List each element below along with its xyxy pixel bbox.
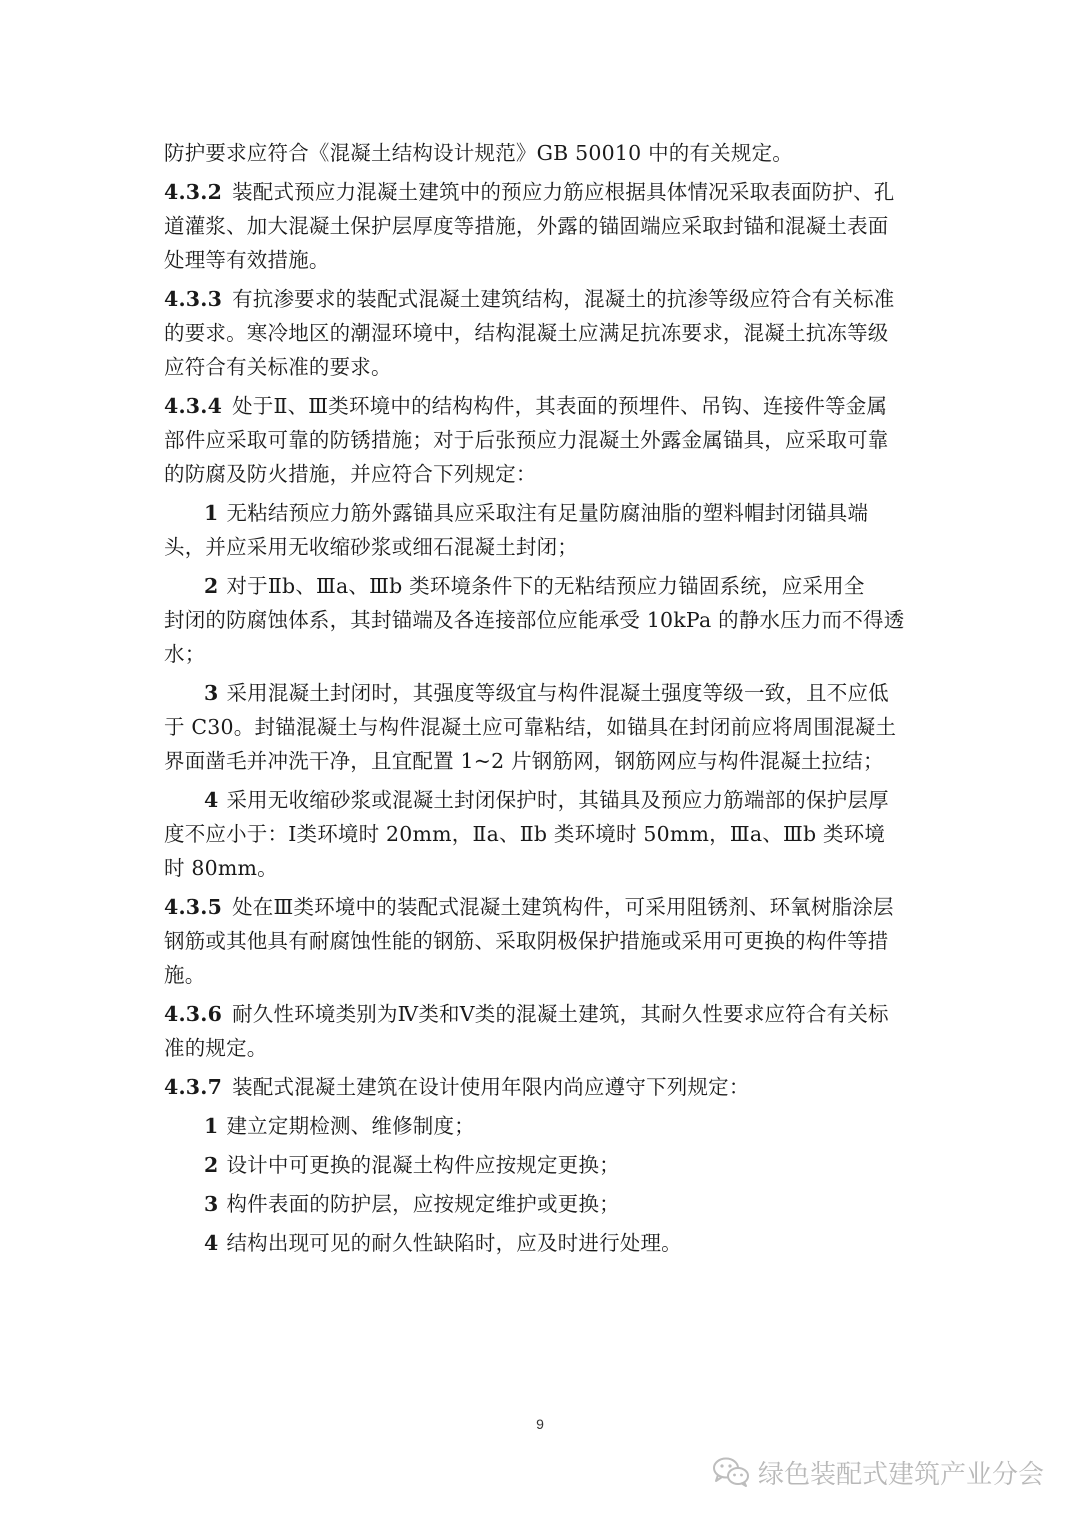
clause-number: 4.3.4 bbox=[164, 394, 223, 418]
clause-text: 装配式混凝土建筑在设计使用年限内尚应遵守下列规定： bbox=[232, 1075, 750, 1099]
clause-number: 4.3.3 bbox=[164, 287, 223, 311]
item-number: 1 bbox=[204, 501, 219, 525]
paragraph-line: 防护要求应符合《混凝土结构设计规范》GB 50010 中的有关规定。 bbox=[164, 141, 793, 165]
document-body bbox=[164, 136, 924, 1260]
watermark bbox=[712, 1452, 1044, 1492]
item-number: 3 bbox=[204, 1192, 219, 1216]
clause-text: 处在Ⅲ类环境中的装配式混凝土建筑构件，可采用阻锈剂、环氧树脂涂层 bbox=[232, 895, 894, 919]
item-text: 采用混凝土封闭时，其强度等级宜与构件混凝土强度等级一致，且不应低 bbox=[226, 681, 889, 705]
paragraph-line: 的要求。寒冷地区的潮湿环境中，结构混凝土应满足抗冻要求，混凝土抗冻等级 bbox=[164, 321, 889, 345]
clause-4-3-4 bbox=[164, 389, 924, 423]
paragraph-line: 头，并应采用无收缩砂浆或细石混凝土封闭； bbox=[164, 535, 578, 559]
clause-number: 4.3.7 bbox=[164, 1075, 223, 1099]
paragraph-line: 度不应小于：Ⅰ类环境时 20mm，Ⅱa、Ⅱb 类环境时 50mm，Ⅲa、Ⅲb 类环境 bbox=[164, 822, 886, 846]
list-item bbox=[164, 676, 924, 710]
clause-text: 处于Ⅱ、Ⅲ类环境中的结构构件，其表面的预埋件、吊钩、连接件等金属 bbox=[232, 394, 888, 418]
clause-4-3-5 bbox=[164, 890, 924, 924]
list-item bbox=[164, 1187, 924, 1221]
list-item bbox=[164, 569, 924, 603]
item-text: 无粘结预应力筋外露锚具应采取注有足量防腐油脂的塑料帽封闭锚具端 bbox=[226, 501, 869, 525]
paragraph-line: 部件应采取可靠的防锈措施；对于后张预应力混凝土外露金属锚具，应采取可靠 bbox=[164, 428, 889, 452]
paragraph-line: 的防腐及防火措施，并应符合下列规定： bbox=[164, 462, 537, 486]
paragraph-line: 准的规定。 bbox=[164, 1036, 268, 1060]
list-item bbox=[164, 783, 924, 817]
wechat-icon bbox=[712, 1456, 750, 1488]
clause-number: 4.3.5 bbox=[164, 895, 223, 919]
paragraph-line: 施。 bbox=[164, 963, 206, 987]
item-number: 1 bbox=[204, 1114, 219, 1138]
item-text: 对于Ⅱb、Ⅲa、Ⅲb 类环境条件下的无粘结预应力锚固系统，应采用全 bbox=[226, 574, 865, 598]
clause-text: 耐久性环境类别为Ⅳ类和Ⅴ类的混凝土建筑，其耐久性要求应符合有关标 bbox=[232, 1002, 889, 1026]
item-number: 2 bbox=[204, 574, 219, 598]
paragraph-line: 封闭的防腐蚀体系，其封锚端及各连接部位应能承受 10kPa 的静水压力而不得透 bbox=[164, 608, 905, 632]
page-number: 9 bbox=[536, 1416, 544, 1432]
item-text: 设计中可更换的混凝土构件应按规定更换； bbox=[226, 1153, 620, 1177]
paragraph-line: 时 80mm。 bbox=[164, 856, 278, 880]
clause-text: 装配式预应力混凝土建筑中的预应力筋应根据具体情况采取表面防护、孔 bbox=[232, 180, 895, 204]
clause-4-3-7 bbox=[164, 1070, 924, 1104]
paragraph-line: 钢筋或其他具有耐腐蚀性能的钢筋、采取阴极保护措施或采用可更换的构件等措 bbox=[164, 929, 889, 953]
item-number: 3 bbox=[204, 681, 219, 705]
list-item bbox=[164, 1148, 924, 1182]
list-item bbox=[164, 1226, 924, 1260]
paragraph-line: 应符合有关标准的要求。 bbox=[164, 355, 392, 379]
item-text: 采用无收缩砂浆或混凝土封闭保护时，其锚具及预应力筋端部的保护层厚 bbox=[226, 788, 889, 812]
clause-4-3-3 bbox=[164, 282, 924, 316]
list-item bbox=[164, 1109, 924, 1143]
clause-text: 有抗渗要求的装配式混凝土建筑结构，混凝土的抗渗等级应符合有关标准 bbox=[232, 287, 895, 311]
paragraph-line: 界面凿毛并冲洗干净，且宜配置 1~2 片钢筋网，钢筋网应与构件混凝土拉结； bbox=[164, 749, 884, 773]
clause-number: 4.3.2 bbox=[164, 180, 223, 204]
paragraph-line: 道灌浆、加大混凝土保护层厚度等措施，外露的锚固端应采取封锚和混凝土表面 bbox=[164, 214, 889, 238]
watermark-text: 绿色装配式建筑产业分会 bbox=[757, 1459, 1044, 1490]
item-text: 建立定期检测、维修制度； bbox=[226, 1114, 475, 1138]
clause-4-3-2 bbox=[164, 175, 924, 209]
item-text: 结构出现可见的耐久性缺陷时，应及时进行处理。 bbox=[226, 1231, 682, 1255]
item-number: 4 bbox=[204, 1231, 219, 1255]
clause-4-3-6 bbox=[164, 997, 924, 1031]
paragraph-line: 于 C30。封锚混凝土与构件混凝土应可靠粘结，如锚具在封闭前应将周围混凝土 bbox=[164, 715, 897, 739]
list-item bbox=[164, 496, 924, 530]
clause-number: 4.3.6 bbox=[164, 1002, 223, 1026]
paragraph-line: 处理等有效措施。 bbox=[164, 248, 330, 272]
item-text: 构件表面的防护层，应按规定维护或更换； bbox=[226, 1192, 620, 1216]
item-number: 2 bbox=[204, 1153, 219, 1177]
paragraph-line: 水； bbox=[164, 642, 206, 666]
item-number: 4 bbox=[204, 788, 219, 812]
